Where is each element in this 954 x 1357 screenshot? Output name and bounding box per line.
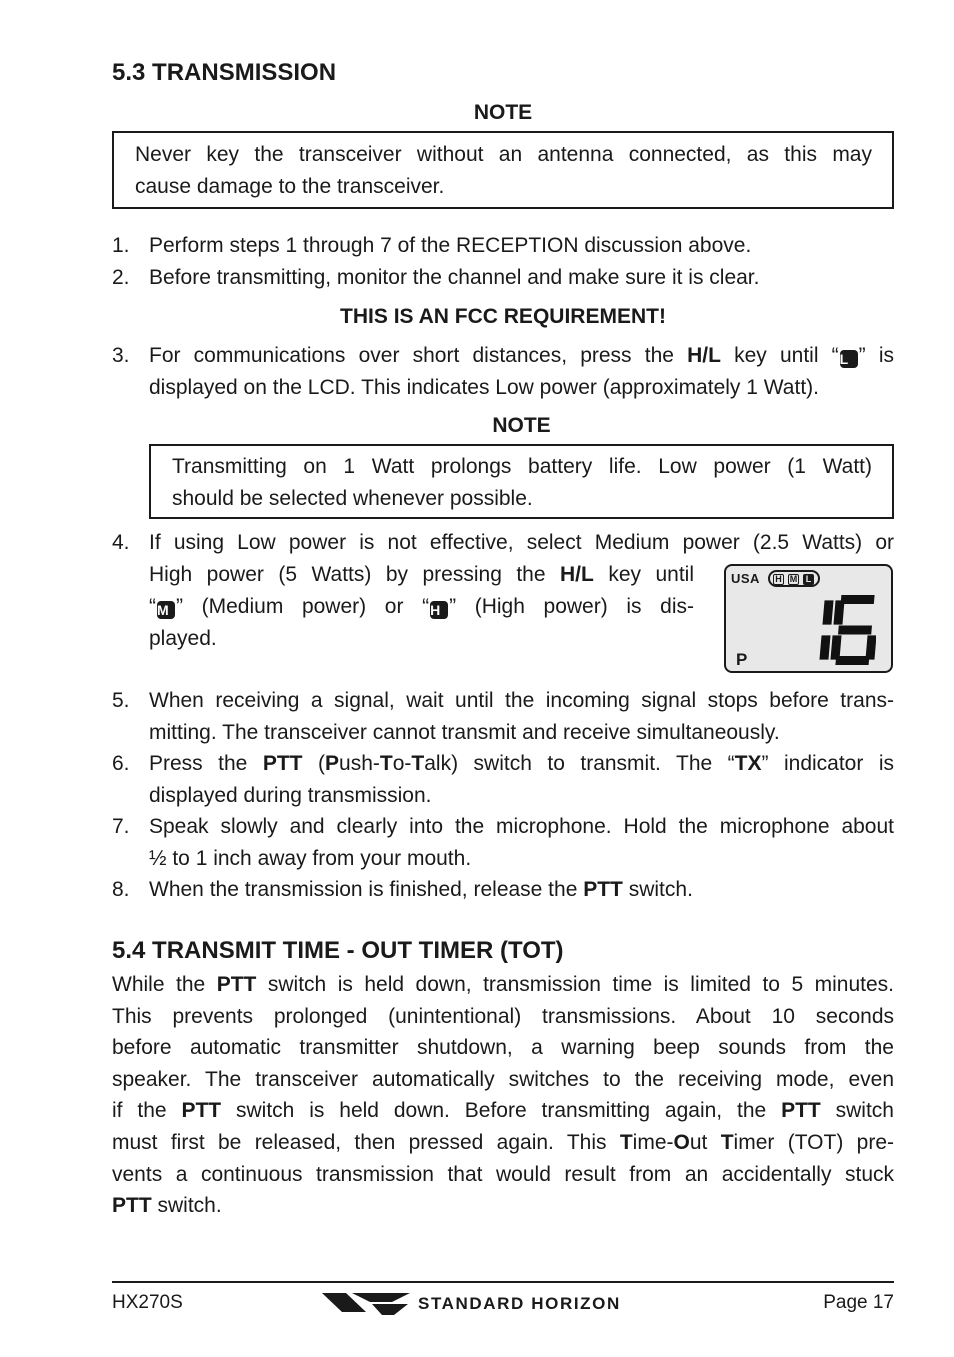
lcd-power-m: M xyxy=(789,574,798,584)
lcd-segment-1-b xyxy=(822,600,833,624)
standard-horizon-logo xyxy=(322,1290,684,1318)
item-text: If using Low power is not effective, select Medium power (2.5 Watts) or High power (5 Watts) by pressing the H/L key until “M ” (Medium power) or “H ” (High power) is dis- played. xyxy=(149,531,894,650)
lcd-power-indicator xyxy=(768,570,820,587)
item-text: For communications over short distances, press the H/L key until “L ” is displayed on the LCD. This indicates Low power (approximately 1 Watt). xyxy=(149,344,895,399)
medium-power-icon: M xyxy=(157,601,175,619)
item-number: 8. xyxy=(112,878,130,901)
item-number: 3. xyxy=(112,344,130,367)
item-text: Speak slowly and clearly into the microphone. Hold the microphone about ½ to 1 inch away from your mouth. xyxy=(149,815,894,870)
fcc-requirement: THIS IS AN FCC REQUIREMENT! xyxy=(340,305,666,328)
section-heading-tot: 5.4 TRANSMIT TIME - OUT TIMER (TOT) xyxy=(112,937,564,964)
lcd-segment-6-c xyxy=(865,635,876,659)
item-text: When receiving a signal, wait until the incoming signal stops before trans- mitting. The transceiver cannot transmit and receive simultaneously. xyxy=(149,689,894,744)
lcd-segment-6-f xyxy=(833,600,844,624)
item-text: Before transmitting, monitor the channel and make sure it is clear. xyxy=(149,266,760,289)
lcd-region-label: USA xyxy=(731,571,760,586)
footer-model: HX270S xyxy=(112,1292,183,1313)
item-number: 2. xyxy=(112,266,130,289)
note-box-battery xyxy=(149,444,894,519)
note-line: Transmitting on 1 Watt prolongs battery life. Low power (1 Watt) xyxy=(172,455,872,478)
lcd-mode-label: P xyxy=(736,650,748,669)
low-power-icon: L xyxy=(840,350,858,368)
lcd-segment-6-a xyxy=(841,595,875,604)
item-number: 7. xyxy=(112,815,130,838)
lcd-channel-digits xyxy=(784,592,876,668)
lcd-display-illustration xyxy=(724,564,893,673)
list-item xyxy=(112,340,894,404)
list-item xyxy=(112,685,894,749)
note-title: NOTE xyxy=(473,101,533,124)
item-text: Perform steps 1 through 7 of the RECEPTION discussion above. xyxy=(149,234,752,257)
note-line: Never key the transceiver without an antenna connected, as this may xyxy=(135,143,872,166)
lcd-segment-6-g xyxy=(838,626,872,635)
footer-divider xyxy=(112,1281,894,1283)
list-item xyxy=(112,811,894,875)
brand-name: STANDARD HORIZON xyxy=(418,1294,621,1313)
item-text: Press the PTT (Push-To-Talk) switch to transmit. The “TX” indicator is displayed during transmission. xyxy=(149,752,895,807)
lcd-power-l: L xyxy=(803,574,814,585)
lcd-segment-6-d xyxy=(835,656,869,665)
list-item xyxy=(112,748,894,812)
item-number: 4. xyxy=(112,531,130,554)
lcd-segment-6-e xyxy=(830,635,841,659)
item-number: 1. xyxy=(112,234,130,257)
section-heading-transmission: 5.3 TRANSMISSION xyxy=(112,59,337,86)
item-text: When the transmission is finished, release the PTT switch. xyxy=(149,878,693,901)
note-line: cause damage to the transceiver. xyxy=(135,175,445,198)
item-number: 5. xyxy=(112,689,130,712)
lcd-segment-1-c xyxy=(819,635,830,659)
note-box-antenna xyxy=(112,131,894,209)
high-power-icon: H xyxy=(430,601,448,619)
footer-page-number: Page 17 xyxy=(823,1292,894,1313)
note-title: NOTE xyxy=(492,414,551,437)
note-line: should be selected whenever possible. xyxy=(172,487,533,510)
lcd-power-h: H xyxy=(773,574,784,585)
item-number: 6. xyxy=(112,752,130,775)
brand-chevron-icon xyxy=(322,1290,412,1318)
tot-paragraph: While the PTT switch is held down, transmission time is limited to 5 minutes. This prevents prolonged (unintentional) transmissions. About 10 seconds before automatic transmitter shutdown, a warning beep sounds from the speaker. The transceiver automatically switches to the receiving mode, even if the PTT switch is held down. Before transmitting again, the PTT switch must first be released, then pressed again. This Time-Out Timer (TOT) pre- vents a continuous transmission that would result from an accidentally stuck PTT switch. xyxy=(112,973,894,1218)
